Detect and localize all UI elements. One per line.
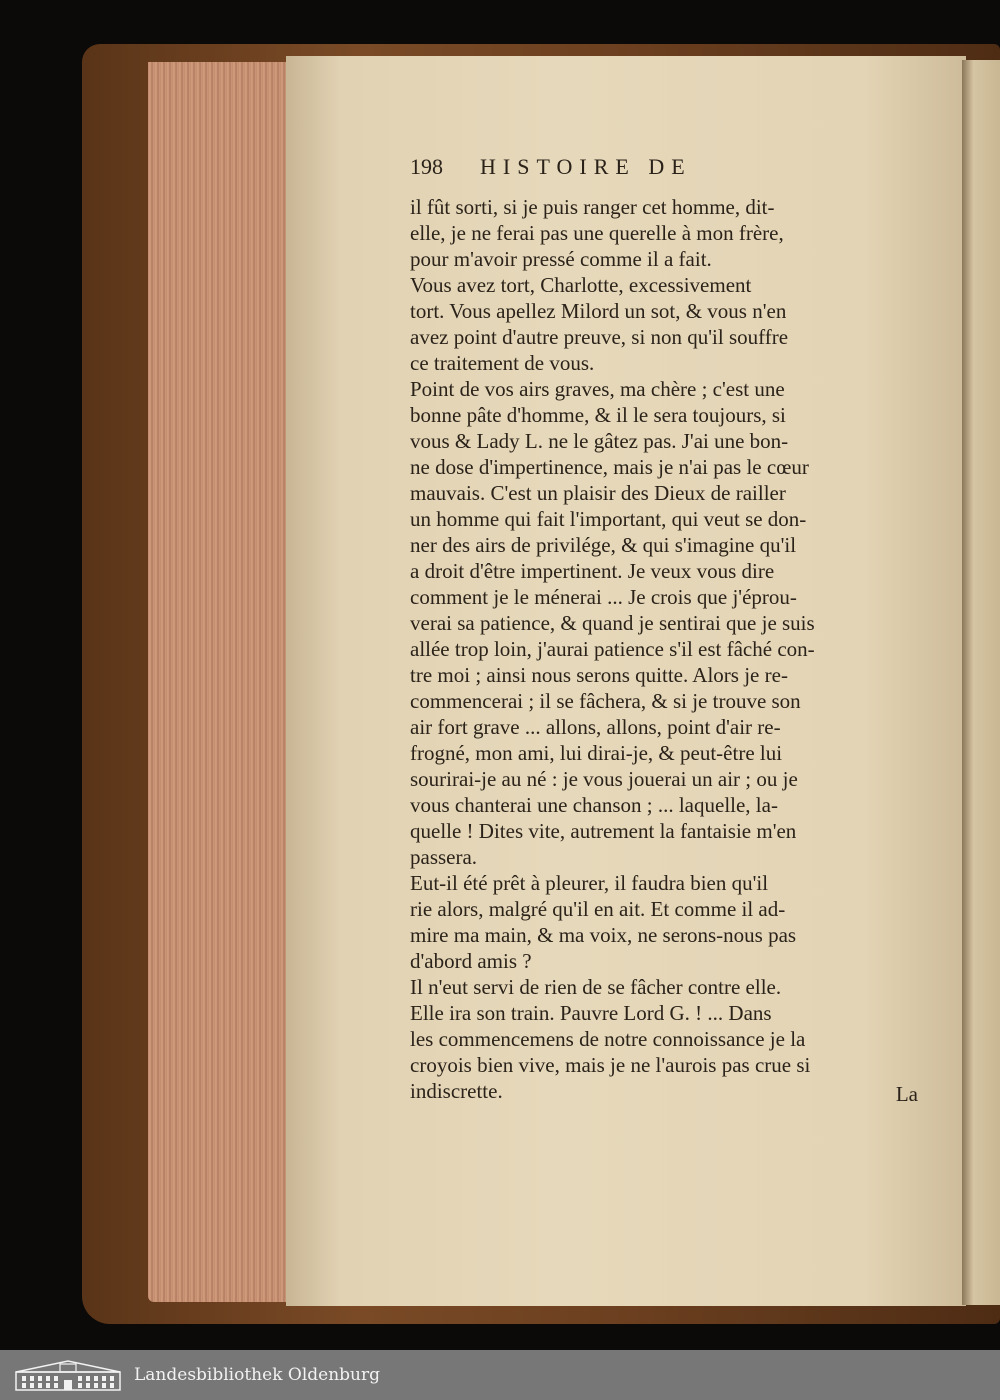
text-line: il fût sorti, si je puis ranger cet homme, dit- <box>410 195 775 219</box>
text-line: mauvais. C'est un plaisir des Dieux de railler <box>410 481 786 505</box>
text-line: mire ma main, & ma voix, ne serons-nous pas <box>410 923 797 947</box>
text-line: d'abord amis ? <box>410 949 532 973</box>
text-line: un homme qui fait l'important, qui veut se don- <box>410 507 807 531</box>
page-edges <box>148 62 288 1302</box>
text-line: elle, je ne ferai pas une querelle à mon frère, <box>410 221 784 245</box>
footer-bar <box>0 1350 1000 1400</box>
text-line: tort. Vous apellez Milord un sot, & vous n'en <box>410 299 787 323</box>
text-line: comment je le ménerai ... Je crois que j'éprou- <box>410 585 797 609</box>
page-number: 198 <box>410 154 443 179</box>
text-line: Il n'eut servi de rien de se fâcher contre elle. <box>410 975 782 999</box>
text-line: pour m'avoir pressé comme il a fait. <box>410 247 712 271</box>
library-building-icon <box>14 1358 122 1392</box>
text-line: a droit d'être impertinent. Je veux vous dire <box>410 559 775 583</box>
text-line: croyois bien vive, mais je ne l'aurois pas crue si <box>410 1053 811 1077</box>
text-line: ne dose d'impertinence, mais je n'ai pas le cœur <box>410 455 809 479</box>
text-line: tre moi ; ainsi nous serons quitte. Alors je re- <box>410 663 788 687</box>
text-line: frogné, mon ami, lui dirai-je, & peut-être lui <box>410 741 783 765</box>
text-line: passera. <box>410 845 478 869</box>
text-line: air fort grave ... allons, allons, point d'air re- <box>410 715 781 739</box>
text-line: verai sa patience, & quand je sentirai que je suis <box>410 611 815 635</box>
text-line: Point de vos airs graves, ma chère ; c'est une <box>410 377 785 401</box>
text-line: les commencemens de notre connoissance je la <box>410 1027 806 1051</box>
catchword: La <box>895 1082 918 1106</box>
text-line: rie alors, malgré qu'il en ait. Et comme il ad- <box>410 897 786 921</box>
text-line: sourirai-je au né : je vous jouerai un air ; ou je <box>410 767 798 791</box>
text-line: indiscrette. <box>410 1079 503 1103</box>
text-line: Eut-il été prêt à pleurer, il faudra bien qu'il <box>410 871 769 895</box>
text-line: Vous avez tort, Charlotte, excessivement <box>410 273 752 297</box>
right-page-edge <box>962 60 1000 1305</box>
page-header <box>410 154 920 186</box>
library-name: Landesbibliothek Oldenburg <box>134 1365 381 1385</box>
text-line: bonne pâte d'homme, & il le sera toujours, si <box>410 403 786 427</box>
text-line: vous & Lady L. ne le gâtez pas. J'ai une bon- <box>410 429 789 453</box>
text-line: allée trop loin, j'aurai patience s'il est fâché con- <box>410 637 815 661</box>
text-line: quelle ! Dites vite, autrement la fantaisie m'en <box>410 819 797 843</box>
text-line: Elle ira son train. Pauvre Lord G. ! ... Dans <box>410 1001 772 1025</box>
running-title: HISTOIRE DE <box>480 154 692 179</box>
text-line: vous chanterai une chanson ; ... laquelle, la- <box>410 793 778 817</box>
text-line: avez point d'autre preuve, si non qu'il souffre <box>410 325 789 349</box>
page-body <box>410 194 922 1104</box>
text-line: ce traitement de vous. <box>410 351 595 375</box>
text-line: commencerai ; il se fâchera, & si je trouve son <box>410 689 801 713</box>
text-line: ner des airs de privilége, & qui s'imagine qu'il <box>410 533 797 557</box>
